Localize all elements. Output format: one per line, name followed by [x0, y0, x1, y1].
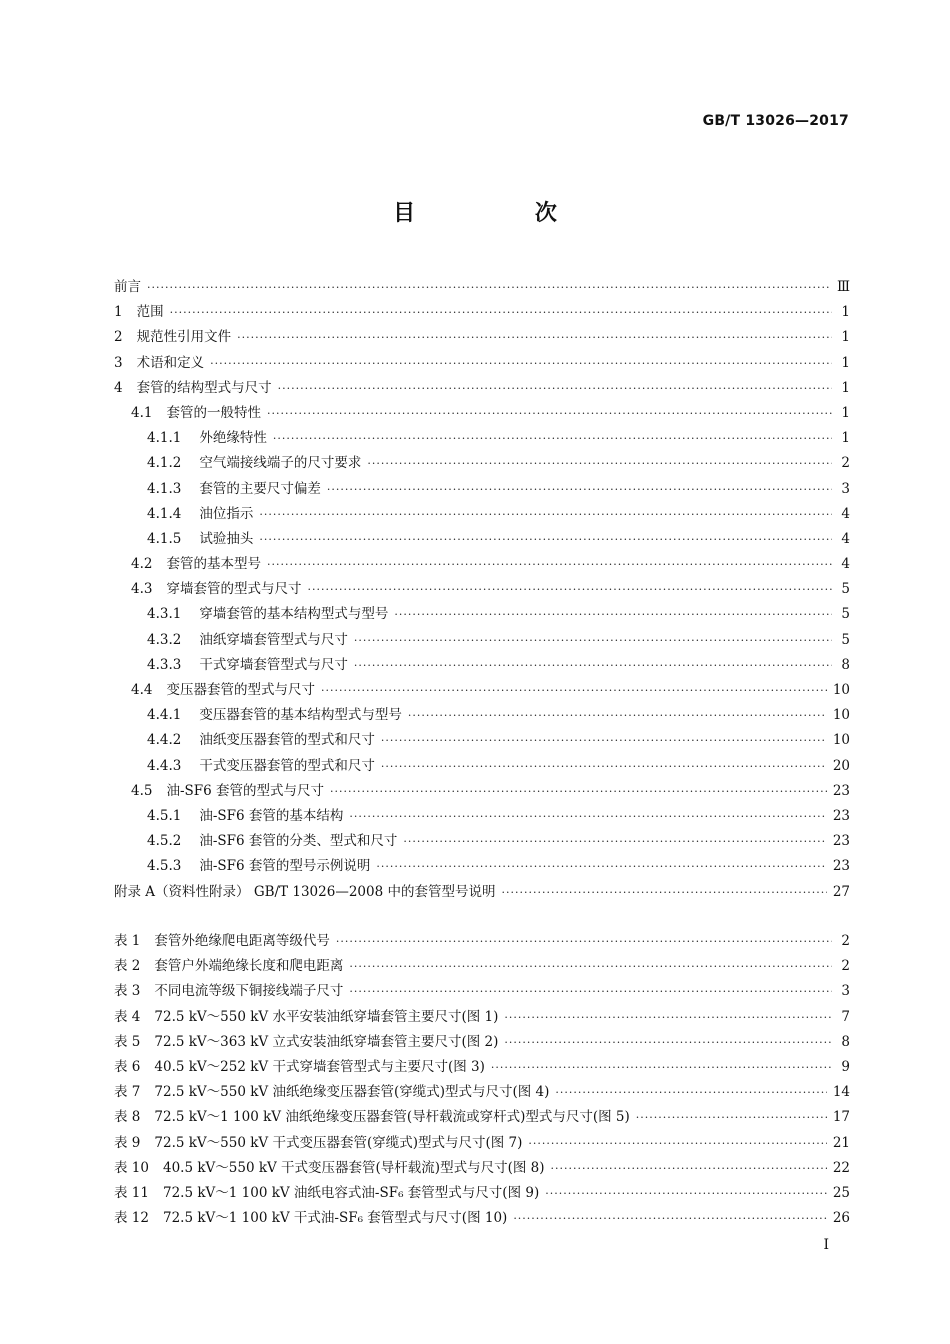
- toc-entry[interactable]: [114, 300, 850, 325]
- table-entry[interactable]: [114, 979, 850, 1004]
- toc-entry[interactable]: [114, 628, 850, 653]
- table-entry[interactable]: [114, 1105, 850, 1130]
- toc-entry[interactable]: [114, 451, 850, 476]
- toc-entry-number: 4.3.2: [147, 631, 182, 648]
- toc-entry-page: 5: [841, 581, 850, 598]
- toc-entry-page: 4: [841, 530, 850, 547]
- toc-entry-label: 油-SF6 套管的分类、型式和尺寸: [199, 833, 398, 850]
- toc-entry[interactable]: [114, 754, 850, 779]
- toc-entry[interactable]: [114, 678, 850, 703]
- toc-entry-number: 1: [114, 304, 123, 321]
- table-entry-page: 26: [832, 1210, 850, 1227]
- leader-dots: [367, 451, 832, 476]
- table-entry-label: 72.5 kV～1 100 kV 油纸绝缘变压器套管(导杆载流或穿杆式)型式与尺寸(图 5): [154, 1109, 630, 1126]
- toc-entry-number: 4.5.3: [147, 858, 182, 875]
- leader-dots: [267, 552, 832, 577]
- table-entry-page: 17: [832, 1109, 850, 1126]
- toc-entry[interactable]: [114, 351, 850, 376]
- leader-dots: [354, 653, 832, 678]
- leader-dots: [349, 804, 826, 829]
- table-entry-page: 8: [841, 1033, 850, 1050]
- table-entry[interactable]: [114, 929, 850, 954]
- table-entry-label: 72.5 kV～550 kV 水平安装油纸穿墙套管主要尺寸(图 1): [154, 1008, 499, 1025]
- toc-entry-number: 3: [114, 354, 123, 371]
- table-entry-number: 表 5: [114, 1033, 141, 1050]
- toc-entry-page: 1: [841, 430, 850, 447]
- toc-entry-page: 8: [841, 656, 850, 673]
- toc-entry-page: 4: [841, 556, 850, 573]
- toc-entry-page: 1: [841, 354, 850, 371]
- leader-dots: [528, 1131, 826, 1156]
- toc-entry-page: 10: [832, 732, 850, 749]
- toc-entry[interactable]: [114, 401, 850, 426]
- toc-entry-page: 10: [832, 682, 850, 698]
- leader-dots: [278, 376, 832, 401]
- table-entry-number: 表 3: [114, 983, 141, 1000]
- toc-entry-appendix[interactable]: [114, 880, 850, 905]
- leader-dots: [147, 275, 831, 300]
- toc-entry-label: 套管的基本型号: [166, 556, 261, 573]
- leader-dots: [349, 954, 832, 979]
- toc-entry-page: 5: [841, 631, 850, 648]
- toc-entry-label: 空气端接线端子的尺寸要求: [199, 455, 362, 472]
- table-entry[interactable]: [114, 1181, 850, 1206]
- toc-entry-label: 附录 A（资料性附录） GB/T 13026—2008 中的套管型号说明: [114, 883, 496, 900]
- leader-dots: [327, 477, 832, 502]
- leader-dots: [259, 502, 832, 527]
- toc-entry[interactable]: [114, 602, 850, 627]
- toc-entry-label: 前言: [114, 279, 141, 295]
- toc-entry-page: 1: [841, 379, 850, 396]
- toc-entry-page: 23: [832, 782, 850, 799]
- toc-entry[interactable]: [114, 552, 850, 577]
- table-entry-page: 22: [832, 1159, 850, 1176]
- toc-entry-page: 4: [841, 505, 850, 522]
- table-entry-page: 2: [841, 933, 850, 949]
- table-entry-page: 7: [841, 1008, 850, 1025]
- leader-dots: [267, 401, 832, 426]
- toc-entry-label: 穿墙套管的基本结构型式与型号: [199, 606, 389, 623]
- table-entry-number: 表 2: [114, 958, 141, 975]
- table-entry-label: 72.5 kV～363 kV 立式安装油纸穿墙套管主要尺寸(图 2): [154, 1033, 499, 1050]
- table-entry[interactable]: [114, 1030, 850, 1055]
- table-entry[interactable]: [114, 954, 850, 979]
- leader-dots: [307, 577, 832, 602]
- toc-entry[interactable]: [114, 804, 850, 829]
- table-entry-page: 14: [832, 1084, 850, 1101]
- leader-dots: [349, 979, 832, 1004]
- toc-list: [114, 275, 850, 905]
- table-list: [114, 929, 850, 1231]
- table-entry[interactable]: [114, 1131, 850, 1156]
- leader-dots: [273, 426, 832, 451]
- table-entry[interactable]: [114, 1156, 850, 1181]
- toc-entry-page: 23: [832, 807, 850, 824]
- leader-dots: [336, 929, 832, 954]
- toc-entry-label: 范围: [136, 304, 164, 321]
- leader-dots: [321, 678, 827, 703]
- table-entry-page: 9: [841, 1058, 850, 1075]
- leader-dots: [237, 325, 832, 350]
- toc-entry-label: 变压器套管的基本结构型式与型号: [199, 707, 402, 724]
- leader-dots: [491, 1055, 832, 1080]
- table-entry-label: 套管外绝缘爬电距离等级代号: [154, 933, 330, 949]
- leader-dots: [330, 779, 827, 804]
- leader-dots: [403, 829, 826, 854]
- toc-entry-page: 3: [841, 480, 850, 497]
- table-entry-label: 套管户外端绝缘长度和爬电距离: [154, 958, 344, 975]
- toc-entry-page: 1: [841, 329, 850, 346]
- table-entry-label: 72.5 kV～550 kV 油纸绝缘变压器套管(穿缆式)型式与尺寸(图 4): [154, 1084, 550, 1101]
- toc-entry-label: 油纸穿墙套管型式与尺寸: [199, 631, 348, 648]
- toc-entry-number: 4.1: [131, 404, 153, 421]
- table-entry-label: 72.5 kV～550 kV 干式变压器套管(穿缆式)型式与尺寸(图 7): [154, 1134, 523, 1151]
- table-entry-label: 40.5 kV～252 kV 干式穿墙套管型式与主要尺寸(图 3): [154, 1058, 485, 1075]
- toc-entry-label: 油-SF6 套管的型式与尺寸: [166, 782, 325, 799]
- toc-entry-number: 4.2: [131, 556, 153, 573]
- toc-entry-page: 2: [841, 455, 850, 472]
- toc-entry-page: 27: [832, 883, 850, 900]
- leader-dots: [210, 351, 832, 376]
- toc-entry-label: 规范性引用文件: [136, 329, 232, 346]
- toc-entry-label: 变压器套管的型式与尺寸: [166, 682, 315, 698]
- toc-entry-number: 4.3.3: [147, 656, 182, 673]
- toc-entry-number: 2: [114, 329, 123, 346]
- toc-entry-number: 4.4: [131, 682, 153, 698]
- toc-entry-label: 套管的一般特性: [166, 404, 261, 421]
- toc-entry[interactable]: [114, 527, 850, 552]
- toc-entry-number: 4.1.2: [147, 455, 182, 472]
- leader-dots: [501, 880, 826, 905]
- toc-entry-label: 术语和定义: [136, 354, 205, 371]
- toc-entry-label: 油纸变压器套管的型式和尺寸: [199, 732, 375, 749]
- table-entry-number: 表 1: [114, 933, 141, 949]
- toc-entry-number: 4.1.5: [147, 530, 182, 547]
- toc-entry-number: 4.3.1: [147, 606, 182, 623]
- toc-entry-label: 穿墙套管的型式与尺寸: [166, 581, 302, 598]
- toc-entry-label: 干式变压器套管的型式和尺寸: [199, 757, 375, 774]
- toc-entry-label: 干式穿墙套管型式与尺寸: [199, 656, 348, 673]
- leader-dots: [636, 1105, 827, 1130]
- toc-entry[interactable]: [114, 477, 850, 502]
- toc-entry-number: 4.4.2: [147, 732, 182, 749]
- toc-entry[interactable]: [114, 703, 850, 728]
- toc-entry-number: 4.4.1: [147, 707, 182, 724]
- toc-entry[interactable]: [114, 376, 850, 401]
- toc-entry-number: 4.5.1: [147, 807, 182, 824]
- table-entry-label: 72.5 kV～1 100 kV 干式油-SF₆ 套管型式与尺寸(图 10): [162, 1210, 508, 1227]
- leader-dots: [394, 602, 832, 627]
- toc-entry-page: 1: [841, 404, 850, 421]
- table-entry-number: 表 9: [114, 1134, 141, 1151]
- toc-entry-number: 4.1.3: [147, 480, 182, 497]
- table-entry-label: 不同电流等级下铜接线端子尺寸: [154, 983, 344, 1000]
- toc-entry-number: 4.5.2: [147, 833, 182, 850]
- toc-entry[interactable]: [114, 779, 850, 804]
- toc-entry[interactable]: [114, 728, 850, 753]
- table-entry-number: 表 6: [114, 1058, 141, 1075]
- leader-dots: [381, 754, 827, 779]
- toc-entry-number: 4: [114, 379, 123, 396]
- toc-entry-label: 油-SF6 套管的基本结构: [199, 807, 344, 824]
- leader-dots: [354, 628, 832, 653]
- table-entry-number: 表 11: [114, 1184, 149, 1201]
- toc-entry-page: 10: [832, 707, 850, 724]
- toc-entry-page: 1: [841, 304, 850, 321]
- leader-dots: [551, 1156, 827, 1181]
- toc-entry-label: 油-SF6 套管的型号示例说明: [199, 858, 371, 875]
- standard-code: GB/T 13026—2017: [702, 113, 849, 129]
- leader-dots: [504, 1030, 832, 1055]
- leader-dots: [555, 1080, 826, 1105]
- toc-entry-page: 23: [832, 833, 850, 850]
- table-entry[interactable]: [114, 1055, 850, 1080]
- table-entry[interactable]: [114, 1005, 850, 1030]
- toc-entry[interactable]: [114, 829, 850, 854]
- table-entry-page: 2: [841, 958, 850, 975]
- toc-entry-label: 套管的主要尺寸偏差: [199, 480, 321, 497]
- toc-entry-label: 试验抽头: [199, 530, 254, 547]
- toc-entry-number: 4.1.1: [147, 430, 182, 447]
- toc-entry[interactable]: [114, 426, 850, 451]
- page-number: I: [823, 1237, 829, 1253]
- toc-entry-page: Ⅲ: [836, 279, 850, 295]
- leader-dots: [408, 703, 827, 728]
- leader-dots: [170, 300, 832, 325]
- leader-dots: [504, 1005, 832, 1030]
- table-entry[interactable]: [114, 1080, 850, 1105]
- toc-entry-page: 20: [832, 757, 850, 774]
- toc-entry-number: 4.5: [131, 782, 153, 799]
- toc-entry[interactable]: [114, 275, 850, 300]
- toc-entry-number: 4.1.4: [147, 505, 182, 522]
- table-entry-page: 25: [832, 1184, 850, 1201]
- table-entry-label: 40.5 kV～550 kV 干式变压器套管(导杆载流)型式与尺寸(图 8): [162, 1159, 545, 1176]
- toc-entry-label: 油位指示: [199, 505, 254, 522]
- table-entry-number: 表 12: [114, 1210, 149, 1227]
- leader-dots: [545, 1181, 827, 1206]
- toc-entry-page: 5: [841, 606, 850, 623]
- leader-dots: [259, 527, 832, 552]
- toc-entry[interactable]: [114, 653, 850, 678]
- table-entry-number: 表 8: [114, 1109, 141, 1126]
- toc-entry-page: 23: [832, 858, 850, 875]
- table-entry-number: 表 4: [114, 1008, 141, 1025]
- toc-entry[interactable]: [114, 325, 850, 350]
- toc-entry[interactable]: [114, 577, 850, 602]
- table-entry-number: 表 10: [114, 1159, 149, 1176]
- leader-dots: [376, 854, 826, 879]
- leader-dots: [513, 1206, 827, 1231]
- toc-entry[interactable]: [114, 854, 850, 879]
- toc-entry[interactable]: [114, 502, 850, 527]
- toc-entry-number: 4.4.3: [147, 757, 182, 774]
- page-title: 目 次: [393, 201, 613, 226]
- leader-dots: [381, 728, 827, 753]
- table-entry[interactable]: [114, 1206, 850, 1231]
- table-entry-label: 72.5 kV～1 100 kV 油纸电容式油-SF₆ 套管型式与尺寸(图 9): [162, 1184, 540, 1201]
- table-entry-page: 21: [832, 1134, 850, 1151]
- toc-entry-number: 4.3: [131, 581, 153, 598]
- toc-entry-label: 套管的结构型式与尺寸: [136, 379, 272, 396]
- table-entry-page: 3: [841, 983, 850, 1000]
- toc-entry-label: 外绝缘特性: [199, 430, 267, 447]
- table-entry-number: 表 7: [114, 1084, 141, 1101]
